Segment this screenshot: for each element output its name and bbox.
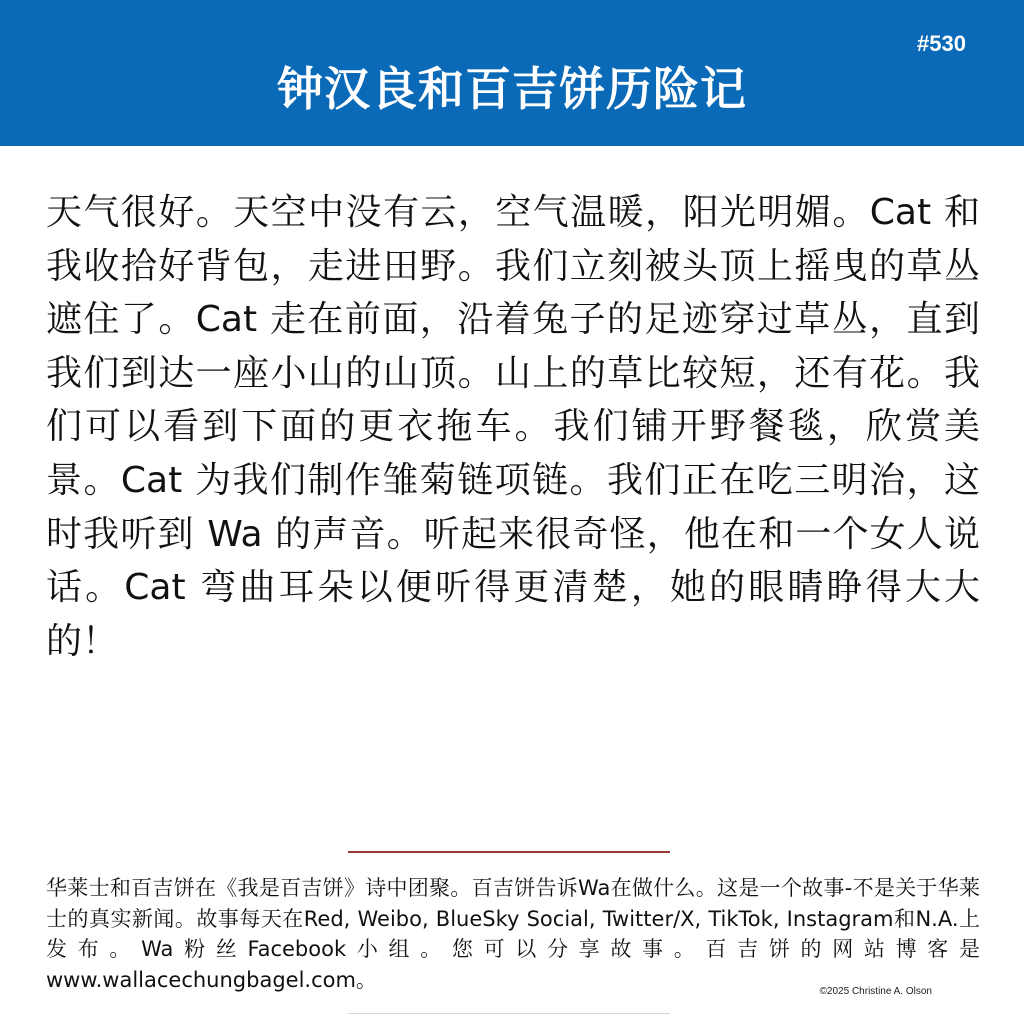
- copyright-notice: ©2025 Christine A. Olson: [819, 986, 932, 997]
- page-title: 钟汉良和百吉饼历险记: [277, 62, 747, 116]
- footer-note: 华莱士和百吉饼在《我是百吉饼》诗中团聚。百吉饼告诉Wa在做什么。这是一个故事-不是关于华莱士的真实新闻。故事每天在Red, Weibo, BlueSky Social, Twitter/X, TikTok, Instagram和N.A.上发布。Wa粉丝Facebook小组。您可以分享故事。百吉饼的网站博客是www.wallacechungbagel.com。: [46, 876, 980, 992]
- header-banner: [0, 0, 1024, 146]
- bottom-divider: [348, 1013, 670, 1014]
- episode-number: #530: [917, 31, 966, 56]
- footer-divider: [348, 851, 670, 853]
- story-text: 天气很好。天空中没有云，空气温暖，阳光明媚。Cat 和我收拾好背包，走进田野。我们立刻被头顶上摇曳的草丛遮住了。Cat 走在前面，沿着兔子的足迹穿过草丛，直到我们到达一座小山的山顶。山上的草比较短，还有花。我们可以看到下面的更衣拖车。我们铺开野餐毯，欣赏美景。Cat 为我们制作雏菊链项链。我们正在吃三明治，这时我听到 Wa 的声音。听起来很奇怪，他在和一个女人说话。Cat 弯曲耳朵以便听得更清楚，她的眼睛睁得大大的！: [46, 192, 980, 662]
